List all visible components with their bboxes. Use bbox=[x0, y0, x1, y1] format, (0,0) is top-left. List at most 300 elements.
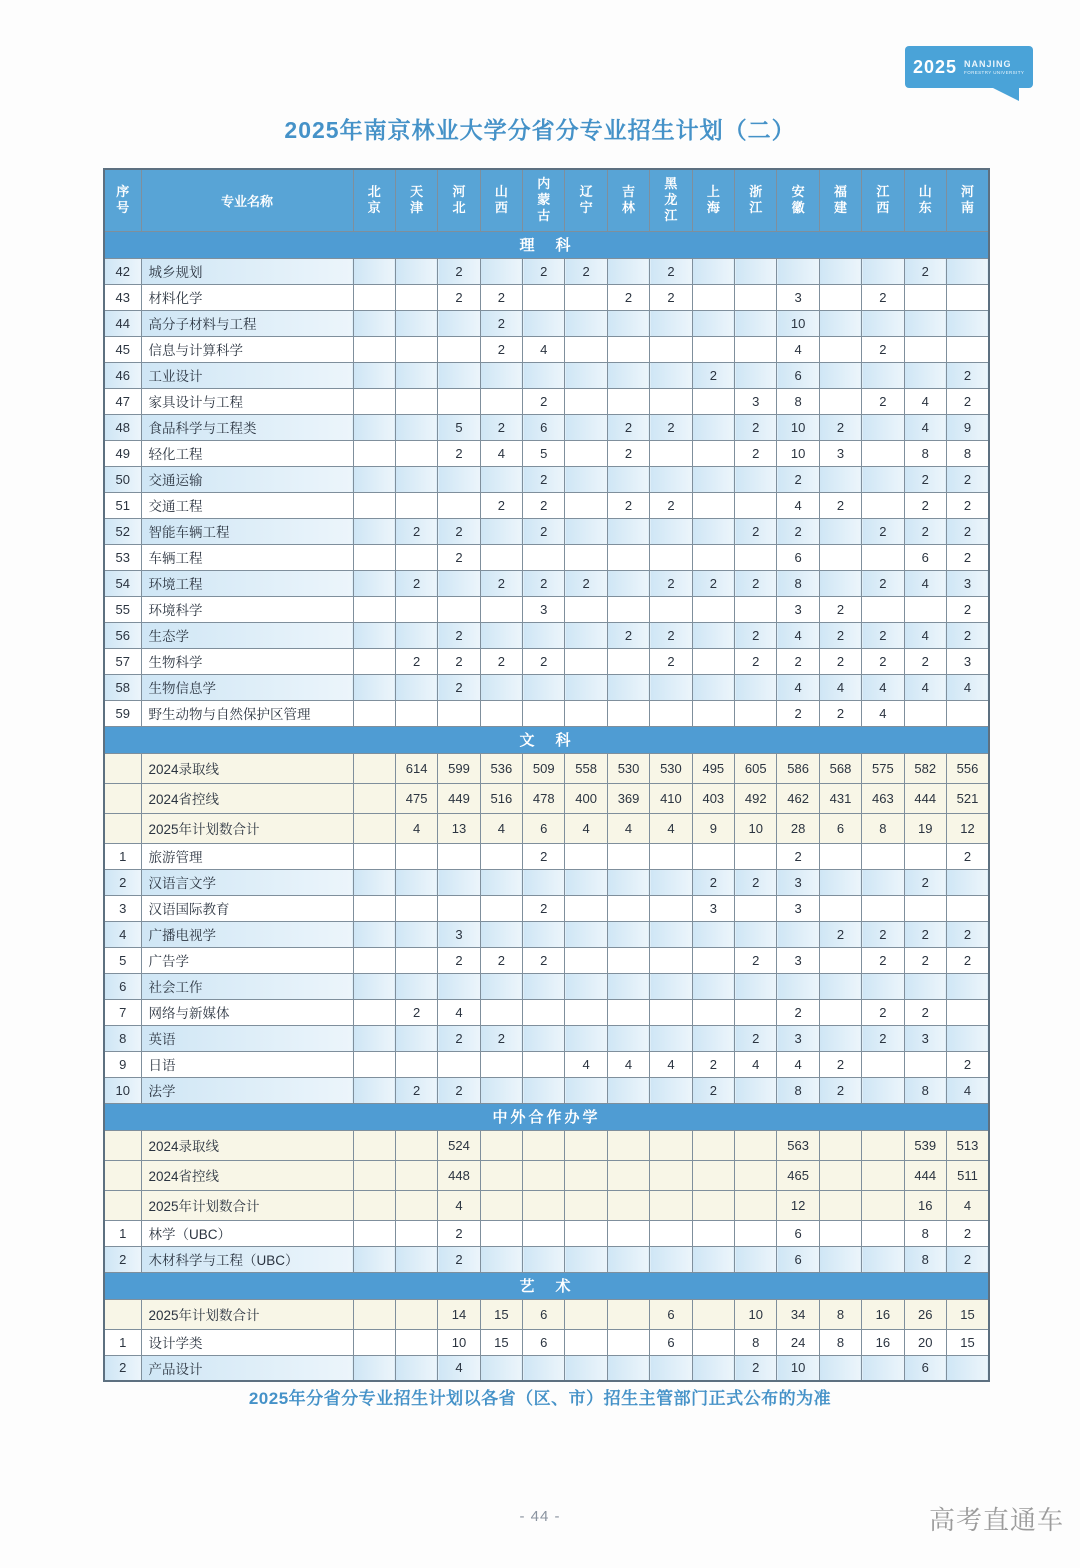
value-cell bbox=[438, 336, 480, 362]
major-name-cell: 网络与新媒体 bbox=[141, 999, 353, 1025]
value-cell: 8 bbox=[819, 1299, 861, 1329]
value-cell: 4 bbox=[480, 813, 522, 843]
value-cell bbox=[819, 1190, 861, 1220]
value-cell: 2 bbox=[819, 921, 861, 947]
major-name-cell: 工业设计 bbox=[141, 362, 353, 388]
value-cell bbox=[607, 947, 649, 973]
table-row bbox=[104, 336, 989, 362]
row-number-cell: 49 bbox=[104, 440, 141, 466]
value-cell bbox=[565, 1160, 607, 1190]
value-cell: 2 bbox=[735, 869, 777, 895]
col-header-province: 内蒙古 bbox=[523, 169, 565, 231]
section-band-title: 理 科 bbox=[104, 231, 989, 258]
value-cell bbox=[438, 895, 480, 921]
value-cell: 558 bbox=[565, 753, 607, 783]
table-row bbox=[104, 258, 989, 284]
value-cell bbox=[692, 336, 734, 362]
value-cell bbox=[565, 492, 607, 518]
value-cell bbox=[692, 1160, 734, 1190]
value-cell bbox=[692, 921, 734, 947]
value-cell bbox=[395, 1160, 437, 1190]
value-cell: 444 bbox=[904, 1160, 946, 1190]
col-header-province: 安徽 bbox=[777, 169, 819, 231]
value-cell bbox=[353, 1220, 395, 1246]
value-cell: 6 bbox=[523, 1329, 565, 1355]
value-cell: 6 bbox=[650, 1299, 692, 1329]
col-header-province: 天津 bbox=[395, 169, 437, 231]
value-cell bbox=[395, 622, 437, 648]
section-band-title: 文 科 bbox=[104, 726, 989, 753]
value-cell bbox=[523, 1051, 565, 1077]
row-number-cell: 48 bbox=[104, 414, 141, 440]
value-cell: 2 bbox=[862, 947, 904, 973]
value-cell: 4 bbox=[480, 440, 522, 466]
value-cell bbox=[353, 284, 395, 310]
major-name-cell: 食品科学与工程类 bbox=[141, 414, 353, 440]
value-cell bbox=[523, 310, 565, 336]
value-cell bbox=[819, 1246, 861, 1272]
value-cell bbox=[607, 1160, 649, 1190]
value-cell: 2 bbox=[819, 700, 861, 726]
value-cell: 4 bbox=[777, 336, 819, 362]
value-cell: 403 bbox=[692, 783, 734, 813]
value-cell bbox=[650, 440, 692, 466]
value-cell: 8 bbox=[735, 1329, 777, 1355]
value-cell: 16 bbox=[904, 1190, 946, 1220]
table-row bbox=[104, 921, 989, 947]
admission-plan-table-wrap bbox=[103, 168, 990, 1382]
value-cell bbox=[565, 1246, 607, 1272]
value-cell: 4 bbox=[904, 388, 946, 414]
value-cell bbox=[692, 674, 734, 700]
value-cell bbox=[607, 1025, 649, 1051]
value-cell: 2 bbox=[819, 648, 861, 674]
value-cell bbox=[438, 843, 480, 869]
value-cell bbox=[438, 1051, 480, 1077]
value-cell: 2 bbox=[904, 466, 946, 492]
value-cell bbox=[650, 1160, 692, 1190]
value-cell bbox=[523, 1246, 565, 1272]
section-band bbox=[104, 231, 989, 258]
value-cell: 605 bbox=[735, 753, 777, 783]
value-cell: 2 bbox=[946, 843, 989, 869]
value-cell bbox=[777, 258, 819, 284]
table-row bbox=[104, 1246, 989, 1272]
value-cell bbox=[819, 1025, 861, 1051]
value-cell bbox=[480, 869, 522, 895]
value-cell: 2 bbox=[735, 622, 777, 648]
value-cell bbox=[353, 1246, 395, 1272]
value-cell bbox=[523, 284, 565, 310]
value-cell bbox=[607, 466, 649, 492]
value-cell bbox=[565, 596, 607, 622]
value-cell bbox=[353, 947, 395, 973]
value-cell bbox=[650, 1190, 692, 1220]
value-cell: 536 bbox=[480, 753, 522, 783]
value-cell: 3 bbox=[819, 440, 861, 466]
value-cell bbox=[565, 622, 607, 648]
value-cell bbox=[862, 596, 904, 622]
value-cell: 2 bbox=[395, 570, 437, 596]
value-cell: 3 bbox=[777, 1025, 819, 1051]
value-cell bbox=[607, 1355, 649, 1381]
value-cell bbox=[819, 843, 861, 869]
row-number-cell: 8 bbox=[104, 1025, 141, 1051]
value-cell bbox=[353, 596, 395, 622]
value-cell bbox=[395, 440, 437, 466]
value-cell: 511 bbox=[946, 1160, 989, 1190]
value-cell: 8 bbox=[777, 388, 819, 414]
major-name-cell: 轻化工程 bbox=[141, 440, 353, 466]
value-cell: 4 bbox=[650, 813, 692, 843]
value-cell: 2 bbox=[692, 1051, 734, 1077]
value-cell: 2 bbox=[735, 414, 777, 440]
value-cell: 492 bbox=[735, 783, 777, 813]
row-number-cell: 58 bbox=[104, 674, 141, 700]
value-cell bbox=[650, 544, 692, 570]
major-name-cell: 木材科学与工程（UBC） bbox=[141, 1246, 353, 1272]
value-cell: 2 bbox=[946, 1051, 989, 1077]
value-cell bbox=[480, 921, 522, 947]
value-cell bbox=[395, 336, 437, 362]
value-cell: 575 bbox=[862, 753, 904, 783]
value-cell bbox=[395, 258, 437, 284]
value-cell: 10 bbox=[735, 813, 777, 843]
value-cell: 28 bbox=[777, 813, 819, 843]
value-cell bbox=[735, 492, 777, 518]
value-cell bbox=[819, 310, 861, 336]
value-cell bbox=[946, 869, 989, 895]
value-cell: 2 bbox=[904, 648, 946, 674]
value-cell: 2 bbox=[946, 466, 989, 492]
col-header-province: 河南 bbox=[946, 169, 989, 231]
value-cell bbox=[819, 1130, 861, 1160]
value-cell: 2 bbox=[480, 336, 522, 362]
value-cell bbox=[607, 674, 649, 700]
value-cell: 4 bbox=[777, 1051, 819, 1077]
value-cell bbox=[692, 843, 734, 869]
value-cell bbox=[395, 973, 437, 999]
value-cell bbox=[480, 1051, 522, 1077]
value-cell bbox=[353, 1130, 395, 1160]
value-cell: 4 bbox=[862, 674, 904, 700]
value-cell: 15 bbox=[480, 1329, 522, 1355]
value-cell bbox=[353, 895, 395, 921]
section-band bbox=[104, 1103, 989, 1130]
value-cell bbox=[523, 1025, 565, 1051]
value-cell bbox=[353, 869, 395, 895]
table-row bbox=[104, 466, 989, 492]
value-cell bbox=[946, 999, 989, 1025]
value-cell: 8 bbox=[904, 440, 946, 466]
value-cell bbox=[607, 518, 649, 544]
value-cell bbox=[395, 596, 437, 622]
value-cell: 449 bbox=[438, 783, 480, 813]
value-cell bbox=[735, 674, 777, 700]
value-cell bbox=[480, 1130, 522, 1160]
value-cell bbox=[353, 1355, 395, 1381]
value-cell bbox=[565, 466, 607, 492]
value-cell: 2 bbox=[523, 843, 565, 869]
watermark: 高考直通车 bbox=[928, 1505, 1064, 1535]
value-cell: 12 bbox=[946, 813, 989, 843]
value-cell bbox=[607, 596, 649, 622]
value-cell bbox=[395, 1299, 437, 1329]
value-cell bbox=[565, 999, 607, 1025]
value-cell bbox=[650, 895, 692, 921]
value-cell: 2 bbox=[819, 414, 861, 440]
value-cell: 24 bbox=[777, 1329, 819, 1355]
table-row bbox=[104, 648, 989, 674]
value-cell: 13 bbox=[438, 813, 480, 843]
value-cell bbox=[650, 388, 692, 414]
value-cell bbox=[946, 336, 989, 362]
value-cell bbox=[862, 1355, 904, 1381]
value-cell bbox=[650, 518, 692, 544]
value-cell: 4 bbox=[862, 700, 904, 726]
value-cell bbox=[395, 492, 437, 518]
value-cell bbox=[692, 1246, 734, 1272]
value-cell: 15 bbox=[946, 1329, 989, 1355]
value-cell bbox=[607, 999, 649, 1025]
value-cell: 2 bbox=[523, 947, 565, 973]
value-cell bbox=[607, 648, 649, 674]
value-cell: 4 bbox=[819, 674, 861, 700]
value-cell bbox=[565, 947, 607, 973]
table-row bbox=[104, 414, 989, 440]
value-cell: 513 bbox=[946, 1130, 989, 1160]
value-cell bbox=[819, 388, 861, 414]
value-cell bbox=[607, 843, 649, 869]
value-cell bbox=[946, 1355, 989, 1381]
value-cell bbox=[353, 1299, 395, 1329]
value-cell bbox=[438, 973, 480, 999]
value-cell: 431 bbox=[819, 783, 861, 813]
value-cell: 10 bbox=[777, 1355, 819, 1381]
row-number-cell: 51 bbox=[104, 492, 141, 518]
value-cell: 9 bbox=[692, 813, 734, 843]
value-cell: 568 bbox=[819, 753, 861, 783]
value-cell bbox=[565, 1299, 607, 1329]
value-cell bbox=[565, 518, 607, 544]
value-cell: 2 bbox=[946, 1246, 989, 1272]
table-row bbox=[104, 362, 989, 388]
value-cell: 2 bbox=[438, 622, 480, 648]
value-cell: 2 bbox=[735, 570, 777, 596]
value-cell bbox=[692, 648, 734, 674]
value-cell bbox=[650, 1130, 692, 1160]
value-cell bbox=[353, 492, 395, 518]
value-cell bbox=[692, 544, 734, 570]
section-band bbox=[104, 726, 989, 753]
value-cell bbox=[862, 362, 904, 388]
value-cell bbox=[607, 700, 649, 726]
value-cell bbox=[862, 869, 904, 895]
value-cell bbox=[480, 1246, 522, 1272]
value-cell: 614 bbox=[395, 753, 437, 783]
value-cell bbox=[395, 1190, 437, 1220]
value-cell bbox=[607, 869, 649, 895]
value-cell: 2 bbox=[862, 570, 904, 596]
value-cell bbox=[565, 1025, 607, 1051]
value-cell: 2 bbox=[862, 648, 904, 674]
value-cell: 2 bbox=[692, 362, 734, 388]
value-cell bbox=[819, 336, 861, 362]
value-cell: 14 bbox=[438, 1299, 480, 1329]
value-cell bbox=[395, 947, 437, 973]
value-cell bbox=[353, 674, 395, 700]
value-cell bbox=[735, 921, 777, 947]
value-cell bbox=[565, 1190, 607, 1220]
value-cell: 2 bbox=[735, 518, 777, 544]
stat-row bbox=[104, 1299, 989, 1329]
value-cell bbox=[904, 596, 946, 622]
value-cell: 2 bbox=[395, 999, 437, 1025]
value-cell bbox=[735, 284, 777, 310]
value-cell bbox=[819, 570, 861, 596]
value-cell bbox=[565, 1329, 607, 1355]
value-cell: 8 bbox=[777, 570, 819, 596]
value-cell bbox=[353, 921, 395, 947]
value-cell bbox=[735, 1220, 777, 1246]
value-cell bbox=[650, 310, 692, 336]
value-cell bbox=[692, 258, 734, 284]
table-row bbox=[104, 544, 989, 570]
value-cell bbox=[735, 544, 777, 570]
value-cell: 2 bbox=[438, 674, 480, 700]
value-cell bbox=[565, 1077, 607, 1103]
value-cell bbox=[607, 388, 649, 414]
row-number-cell: 6 bbox=[104, 973, 141, 999]
value-cell: 2 bbox=[862, 336, 904, 362]
value-cell: 6 bbox=[777, 1220, 819, 1246]
value-cell bbox=[607, 895, 649, 921]
table-row bbox=[104, 570, 989, 596]
value-cell bbox=[480, 466, 522, 492]
value-cell bbox=[395, 414, 437, 440]
value-cell bbox=[777, 921, 819, 947]
value-cell: 4 bbox=[607, 813, 649, 843]
value-cell bbox=[480, 1355, 522, 1381]
value-cell bbox=[395, 362, 437, 388]
value-cell bbox=[692, 284, 734, 310]
value-cell: 2 bbox=[904, 947, 946, 973]
col-header-province: 辽宁 bbox=[565, 169, 607, 231]
value-cell bbox=[650, 869, 692, 895]
value-cell: 2 bbox=[777, 999, 819, 1025]
value-cell: 530 bbox=[650, 753, 692, 783]
table-row bbox=[104, 1355, 989, 1381]
value-cell: 465 bbox=[777, 1160, 819, 1190]
value-cell bbox=[650, 1355, 692, 1381]
value-cell bbox=[692, 388, 734, 414]
value-cell bbox=[735, 1077, 777, 1103]
value-cell: 2 bbox=[480, 570, 522, 596]
table-row bbox=[104, 1077, 989, 1103]
value-cell bbox=[395, 1025, 437, 1051]
value-cell bbox=[438, 700, 480, 726]
value-cell bbox=[819, 895, 861, 921]
value-cell bbox=[735, 1160, 777, 1190]
value-cell: 2 bbox=[565, 258, 607, 284]
value-cell: 3 bbox=[777, 869, 819, 895]
value-cell bbox=[735, 973, 777, 999]
row-number-cell: 1 bbox=[104, 1329, 141, 1355]
major-name-cell: 2024录取线 bbox=[141, 1130, 353, 1160]
value-cell bbox=[480, 1220, 522, 1246]
value-cell bbox=[862, 1130, 904, 1160]
value-cell bbox=[565, 843, 607, 869]
major-name-cell: 2024录取线 bbox=[141, 753, 353, 783]
value-cell bbox=[862, 310, 904, 336]
value-cell bbox=[565, 1130, 607, 1160]
value-cell bbox=[692, 973, 734, 999]
value-cell bbox=[862, 1160, 904, 1190]
value-cell bbox=[819, 258, 861, 284]
value-cell bbox=[819, 999, 861, 1025]
value-cell bbox=[480, 700, 522, 726]
col-header-province: 河北 bbox=[438, 169, 480, 231]
value-cell bbox=[353, 1160, 395, 1190]
value-cell: 20 bbox=[904, 1329, 946, 1355]
value-cell bbox=[650, 947, 692, 973]
row-number-cell bbox=[104, 783, 141, 813]
value-cell bbox=[353, 973, 395, 999]
value-cell: 3 bbox=[946, 648, 989, 674]
value-cell bbox=[735, 1190, 777, 1220]
value-cell: 6 bbox=[523, 414, 565, 440]
table-row bbox=[104, 869, 989, 895]
value-cell bbox=[523, 544, 565, 570]
value-cell: 2 bbox=[692, 869, 734, 895]
value-cell: 34 bbox=[777, 1299, 819, 1329]
col-header-province: 福建 bbox=[819, 169, 861, 231]
value-cell bbox=[353, 813, 395, 843]
value-cell: 563 bbox=[777, 1130, 819, 1160]
value-cell: 2 bbox=[692, 1077, 734, 1103]
value-cell bbox=[735, 895, 777, 921]
value-cell: 3 bbox=[438, 921, 480, 947]
table-row bbox=[104, 388, 989, 414]
value-cell: 2 bbox=[565, 570, 607, 596]
value-cell bbox=[692, 1025, 734, 1051]
value-cell bbox=[395, 674, 437, 700]
row-number-cell: 55 bbox=[104, 596, 141, 622]
value-cell bbox=[819, 362, 861, 388]
value-cell bbox=[735, 1130, 777, 1160]
row-number-cell: 52 bbox=[104, 518, 141, 544]
col-header-no: 序号 bbox=[104, 169, 141, 231]
value-cell bbox=[650, 973, 692, 999]
value-cell: 16 bbox=[862, 1329, 904, 1355]
value-cell bbox=[692, 1220, 734, 1246]
table-row bbox=[104, 1051, 989, 1077]
major-name-cell: 2025年计划数合计 bbox=[141, 1299, 353, 1329]
row-number-cell: 4 bbox=[104, 921, 141, 947]
value-cell: 2 bbox=[819, 492, 861, 518]
value-cell bbox=[607, 362, 649, 388]
value-cell bbox=[650, 1220, 692, 1246]
value-cell bbox=[819, 1220, 861, 1246]
value-cell bbox=[607, 310, 649, 336]
value-cell: 8 bbox=[904, 1077, 946, 1103]
value-cell bbox=[862, 1077, 904, 1103]
major-name-cell: 车辆工程 bbox=[141, 544, 353, 570]
value-cell: 6 bbox=[650, 1329, 692, 1355]
major-name-cell: 野生动物与自然保护区管理 bbox=[141, 700, 353, 726]
row-number-cell: 45 bbox=[104, 336, 141, 362]
value-cell bbox=[650, 1077, 692, 1103]
